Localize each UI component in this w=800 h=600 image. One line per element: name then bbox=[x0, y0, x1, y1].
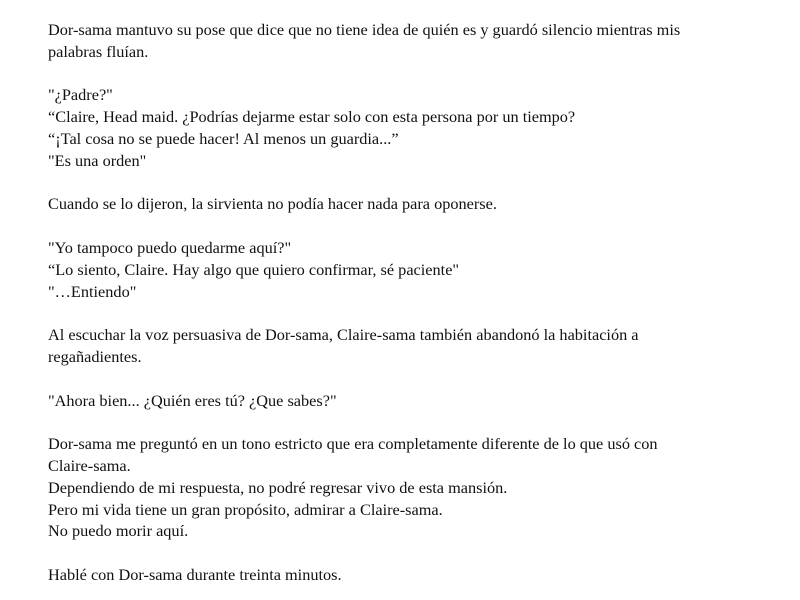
paragraph-1 bbox=[48, 19, 760, 63]
paragraph-2 bbox=[48, 84, 760, 171]
text-line: No puedo morir aquí. bbox=[48, 521, 189, 541]
document-text bbox=[48, 0, 760, 586]
text-line: "Es una orden" bbox=[48, 150, 147, 170]
text-line: "¿Padre?" bbox=[48, 85, 113, 105]
text-line: regañadientes. bbox=[48, 346, 142, 366]
paragraph-5 bbox=[48, 324, 760, 368]
text-line: Cuando se lo dijeron, la sirvienta no podía hacer nada para oponerse. bbox=[48, 194, 497, 214]
paragraph-6 bbox=[48, 390, 760, 412]
text-line: Pero mi vida tiene un gran propósito, admirar a Claire-sama. bbox=[48, 499, 443, 519]
text-line: "…Entiendo" bbox=[48, 281, 137, 301]
text-line: Claire-sama. bbox=[48, 455, 131, 475]
text-line: Hablé con Dor-sama durante treinta minutos. bbox=[48, 564, 342, 584]
text-line: “Claire, Head maid. ¿Podrías dejarme estar solo con esta persona por un tiempo? bbox=[48, 107, 576, 127]
paragraph-8 bbox=[48, 564, 760, 586]
text-line: "Ahora bien... ¿Quién eres tú? ¿Que sabes?" bbox=[48, 390, 337, 410]
text-line: "Yo tampoco puedo quedarme aquí?" bbox=[48, 237, 292, 257]
text-line: “Lo siento, Claire. Hay algo que quiero confirmar, sé paciente" bbox=[48, 259, 460, 279]
paragraph-4 bbox=[48, 237, 760, 302]
text-line: Al escuchar la voz persuasiva de Dor-sama, Claire-sama también abandonó la habitación a bbox=[48, 325, 639, 345]
text-line: palabras fluían. bbox=[48, 41, 149, 61]
text-line: Dependiendo de mi respuesta, no podré regresar vivo de esta mansión. bbox=[48, 477, 508, 497]
text-line: Dor-sama me preguntó en un tono estricto que era completamente diferente de lo que usó con bbox=[48, 434, 658, 454]
text-line: “¡Tal cosa no se puede hacer! Al menos un guardia...” bbox=[48, 128, 399, 148]
paragraph-7 bbox=[48, 433, 760, 542]
text-line: Dor-sama mantuvo su pose que dice que no tiene idea de quién es y guardó silencio mientras mis bbox=[48, 20, 681, 39]
paragraph-3 bbox=[48, 193, 760, 215]
